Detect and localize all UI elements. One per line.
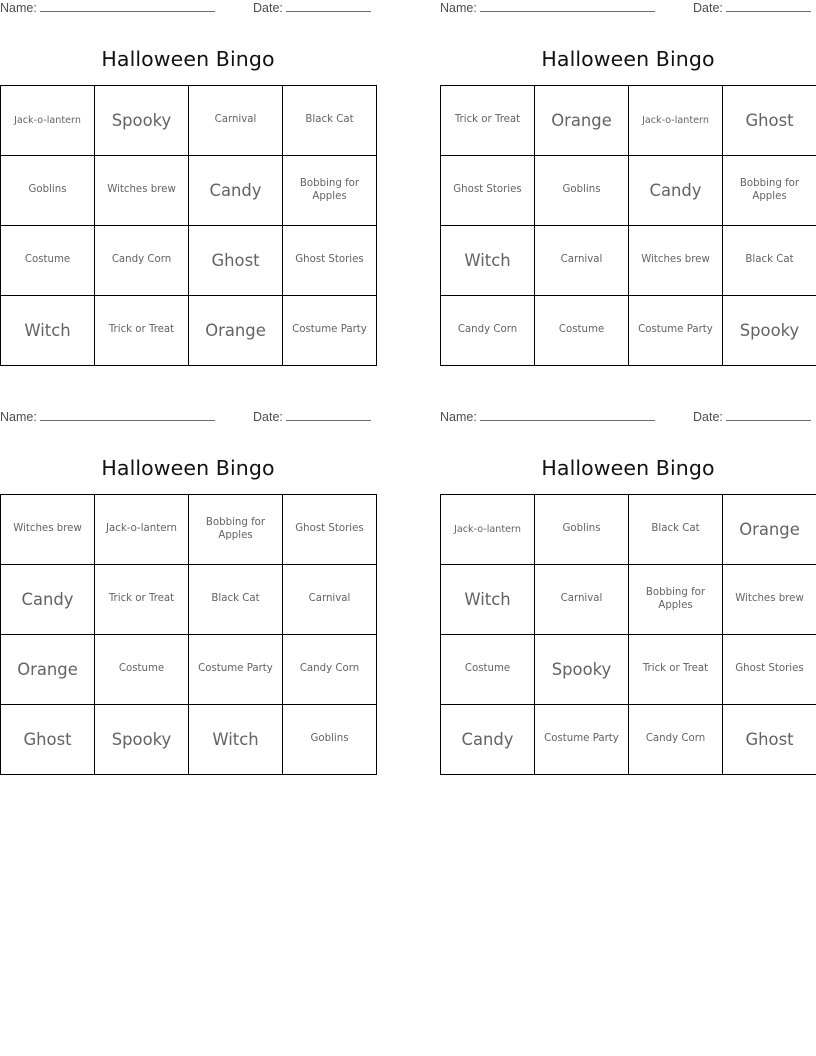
bingo-row bbox=[441, 86, 816, 156]
bingo-card-bottom-right bbox=[440, 409, 816, 775]
name-field-group bbox=[0, 409, 215, 424]
bingo-cell[interactable]: Black Cat bbox=[629, 495, 723, 565]
bingo-grid bbox=[0, 494, 377, 775]
card-title: Halloween Bingo bbox=[101, 47, 275, 71]
meta-row bbox=[0, 409, 376, 431]
bingo-grid-body bbox=[1, 86, 377, 366]
bingo-cell[interactable]: Ghost Stories bbox=[441, 156, 535, 226]
bingo-card-bottom-left bbox=[0, 409, 376, 775]
bingo-cell[interactable]: Black Cat bbox=[189, 565, 283, 635]
bingo-cell[interactable]: Ghost Stories bbox=[283, 226, 377, 296]
bingo-row bbox=[1, 156, 377, 226]
bingo-cell[interactable]: Witches brew bbox=[723, 565, 816, 635]
bingo-cell[interactable]: Ghost bbox=[1, 705, 95, 775]
bingo-cell[interactable]: Candy Corn bbox=[441, 296, 535, 366]
date-write-in-line[interactable] bbox=[286, 410, 371, 421]
bingo-cell[interactable]: Ghost bbox=[723, 705, 816, 775]
bingo-cell[interactable]: Trick or Treat bbox=[441, 86, 535, 156]
date-field-group bbox=[253, 0, 371, 15]
name-label: Name: bbox=[440, 1, 477, 15]
bingo-grid-body bbox=[441, 495, 816, 775]
bingo-row bbox=[1, 565, 377, 635]
name-write-in-line[interactable] bbox=[40, 410, 215, 421]
bingo-row bbox=[441, 226, 816, 296]
bingo-row bbox=[1, 705, 377, 775]
bingo-cell[interactable]: Jack-o-lantern bbox=[1, 86, 95, 156]
bingo-cell[interactable]: Costume Party bbox=[535, 705, 629, 775]
bingo-row bbox=[1, 635, 377, 705]
bingo-cell[interactable]: Carnival bbox=[535, 565, 629, 635]
bingo-cell[interactable]: Spooky bbox=[535, 635, 629, 705]
date-write-in-line[interactable] bbox=[286, 1, 371, 12]
bingo-row bbox=[441, 156, 816, 226]
bingo-cell[interactable]: Witches brew bbox=[95, 156, 189, 226]
bingo-cell[interactable]: Carnival bbox=[283, 565, 377, 635]
bingo-cell[interactable]: Costume bbox=[535, 296, 629, 366]
date-label: Date: bbox=[253, 410, 283, 424]
bingo-row bbox=[441, 495, 816, 565]
bingo-cell[interactable]: Bobbing for Apples bbox=[189, 495, 283, 565]
name-write-in-line[interactable] bbox=[40, 1, 215, 12]
bingo-cell[interactable]: Trick or Treat bbox=[95, 296, 189, 366]
bingo-cell[interactable]: Goblins bbox=[283, 705, 377, 775]
meta-row bbox=[440, 409, 816, 431]
name-field-group bbox=[0, 0, 215, 15]
name-label: Name: bbox=[0, 410, 37, 424]
bingo-cell[interactable]: Goblins bbox=[1, 156, 95, 226]
name-label: Name: bbox=[0, 1, 37, 15]
date-write-in-line[interactable] bbox=[726, 410, 811, 421]
bingo-cell[interactable]: Goblins bbox=[535, 495, 629, 565]
card-title: Halloween Bingo bbox=[541, 47, 715, 71]
bingo-cell[interactable]: Ghost Stories bbox=[723, 635, 816, 705]
card-title: Halloween Bingo bbox=[541, 456, 715, 480]
bingo-grid bbox=[440, 494, 816, 775]
date-label: Date: bbox=[253, 1, 283, 15]
bingo-cell[interactable]: Costume bbox=[1, 226, 95, 296]
meta-row bbox=[440, 0, 816, 22]
bingo-cell[interactable]: Candy Corn bbox=[95, 226, 189, 296]
bingo-cell[interactable]: Costume Party bbox=[189, 635, 283, 705]
bingo-cell[interactable]: Candy bbox=[189, 156, 283, 226]
bingo-cell[interactable]: Black Cat bbox=[723, 226, 816, 296]
bingo-cell[interactable]: Carnival bbox=[535, 226, 629, 296]
bingo-cell[interactable]: Trick or Treat bbox=[629, 635, 723, 705]
bingo-cell[interactable]: Bobbing for Apples bbox=[629, 565, 723, 635]
date-write-in-line[interactable] bbox=[726, 1, 811, 12]
bingo-cell[interactable]: Black Cat bbox=[283, 86, 377, 156]
bingo-row bbox=[1, 226, 377, 296]
bingo-grid-body bbox=[1, 495, 377, 775]
bingo-card-top-right bbox=[440, 0, 816, 366]
date-field-group bbox=[693, 0, 811, 15]
bingo-cell[interactable]: Costume Party bbox=[629, 296, 723, 366]
bingo-cell[interactable]: Spooky bbox=[723, 296, 816, 366]
bingo-cell[interactable]: Witch bbox=[441, 565, 535, 635]
bingo-grid bbox=[440, 85, 816, 366]
bingo-cell[interactable]: Costume Party bbox=[283, 296, 377, 366]
bingo-cell[interactable]: Goblins bbox=[535, 156, 629, 226]
bingo-cell[interactable]: Bobbing for Apples bbox=[723, 156, 816, 226]
name-field-group bbox=[440, 0, 655, 15]
bingo-cell[interactable]: Costume bbox=[441, 635, 535, 705]
bingo-cell[interactable]: Witches brew bbox=[629, 226, 723, 296]
bingo-cell[interactable]: Jack-o-lantern bbox=[629, 86, 723, 156]
bingo-cell[interactable]: Spooky bbox=[95, 86, 189, 156]
bingo-row bbox=[441, 705, 816, 775]
bingo-cell[interactable]: Witch bbox=[1, 296, 95, 366]
bingo-cell[interactable]: Trick or Treat bbox=[95, 565, 189, 635]
bingo-row bbox=[441, 565, 816, 635]
bingo-cell[interactable]: Carnival bbox=[189, 86, 283, 156]
bingo-cell[interactable]: Witch bbox=[189, 705, 283, 775]
bingo-cell[interactable]: Jack-o-lantern bbox=[95, 495, 189, 565]
bingo-grid-body bbox=[441, 86, 816, 366]
bingo-cell[interactable]: Candy bbox=[441, 705, 535, 775]
bingo-cell[interactable]: Ghost bbox=[189, 226, 283, 296]
bingo-cell[interactable]: Jack-o-lantern bbox=[441, 495, 535, 565]
bingo-cell[interactable]: Witch bbox=[441, 226, 535, 296]
bingo-cell[interactable]: Candy bbox=[629, 156, 723, 226]
bingo-cell[interactable]: Orange bbox=[1, 635, 95, 705]
date-label: Date: bbox=[693, 410, 723, 424]
name-label: Name: bbox=[440, 410, 477, 424]
bingo-cell[interactable]: Orange bbox=[189, 296, 283, 366]
bingo-card-top-left bbox=[0, 0, 376, 366]
name-write-in-line[interactable] bbox=[480, 410, 655, 421]
bingo-row bbox=[441, 635, 816, 705]
bingo-grid bbox=[0, 85, 377, 366]
card-title: Halloween Bingo bbox=[101, 456, 275, 480]
bingo-cell[interactable]: Candy bbox=[1, 565, 95, 635]
bingo-cell[interactable]: Orange bbox=[723, 495, 816, 565]
bingo-row bbox=[441, 296, 816, 366]
bingo-cell[interactable]: Witches brew bbox=[1, 495, 95, 565]
bingo-cell[interactable]: Candy Corn bbox=[283, 635, 377, 705]
bingo-row bbox=[1, 296, 377, 366]
date-label: Date: bbox=[693, 1, 723, 15]
bingo-cell[interactable]: Orange bbox=[535, 86, 629, 156]
bingo-cell[interactable]: Ghost bbox=[723, 86, 816, 156]
bingo-cell[interactable]: Spooky bbox=[95, 705, 189, 775]
bingo-cell[interactable]: Costume bbox=[95, 635, 189, 705]
name-field-group bbox=[440, 409, 655, 424]
bingo-cell[interactable]: Ghost Stories bbox=[283, 495, 377, 565]
name-write-in-line[interactable] bbox=[480, 1, 655, 12]
bingo-cell[interactable]: Candy Corn bbox=[629, 705, 723, 775]
date-field-group bbox=[693, 409, 811, 424]
bingo-row bbox=[1, 495, 377, 565]
date-field-group bbox=[253, 409, 371, 424]
meta-row bbox=[0, 0, 376, 22]
bingo-cell[interactable]: Bobbing for Apples bbox=[283, 156, 377, 226]
bingo-row bbox=[1, 86, 377, 156]
